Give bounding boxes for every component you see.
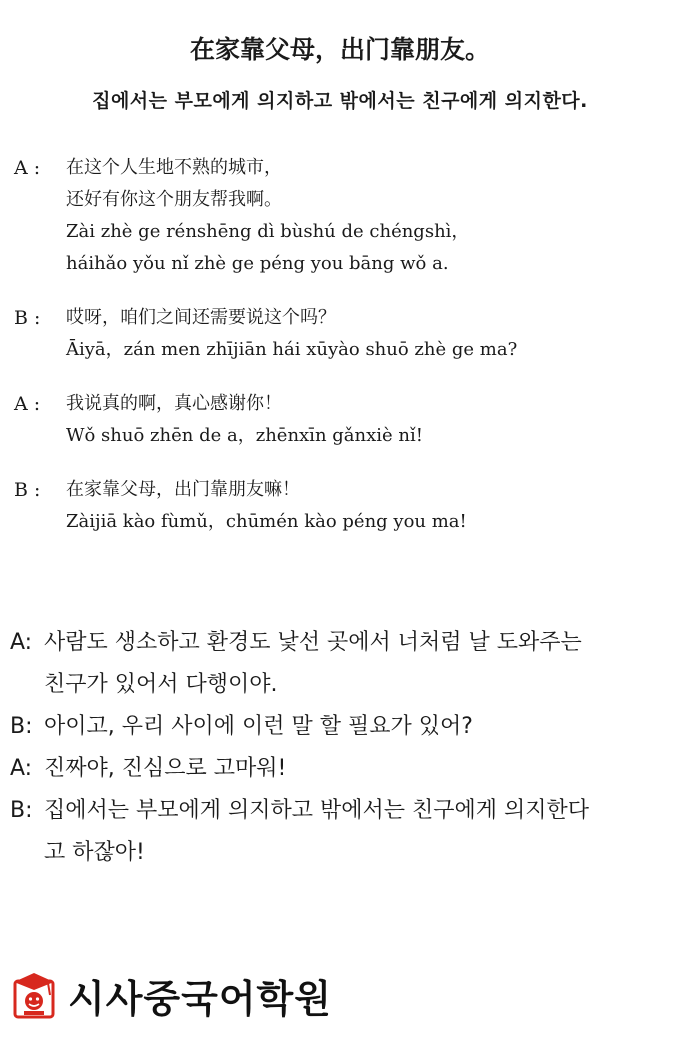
translation-turn — [10, 622, 670, 706]
brand-name: 시사중국어학원 — [68, 977, 332, 1021]
speaker-label: A: — [10, 630, 33, 655]
chinese-line: 哎呀，咱们之间还需要说这个吗？ — [66, 307, 336, 328]
speaker-label: A : — [14, 393, 41, 415]
pinyin-line: Wǒ shuō zhēn de a，zhēnxīn gǎnxiè nǐ! — [66, 425, 423, 446]
dialogue-turn — [14, 152, 674, 280]
chinese-line: 在家靠父母，出门靠朋友嘛！ — [66, 479, 300, 500]
translation-line: 진짜야, 진심으로 고마워! — [44, 756, 287, 781]
speaker-label: A : — [14, 157, 41, 179]
page-title: 在家靠父母，出门靠朋友。 — [189, 35, 490, 64]
pinyin-line: Āiyā，zán men zhījiān hái xūyào shuō zhè ge ma? — [66, 339, 518, 360]
translation-line: 아이고, 우리 사이에 이런 말 할 필요가 있어? — [44, 714, 473, 739]
speaker-label: B : — [14, 479, 41, 501]
dialogue-turn — [14, 474, 674, 538]
translation-line: 사람도 생소하고 환경도 낯선 곳에서 너처럼 날 도와주는 — [44, 630, 582, 655]
translation-turn — [10, 748, 670, 790]
dialogue-turn — [14, 302, 674, 366]
korean-translation — [10, 622, 670, 874]
translation-line: 집에서는 부모에게 의지하고 밖에서는 친구에게 의지한다 — [44, 798, 590, 823]
pinyin-line: Zàijiā kào fùmǔ，chūmén kào péng you ma! — [66, 511, 467, 532]
page-subtitle: 집에서는 부모에게 의지하고 밖에서는 친구에게 의지한다. — [92, 90, 588, 112]
speaker-label: B: — [10, 714, 33, 739]
graduate-mascot-icon — [12, 971, 56, 1021]
chinese-dialogue — [14, 152, 674, 560]
speaker-label: A: — [10, 756, 33, 781]
speaker-label: B : — [14, 307, 41, 329]
brand-logo — [12, 968, 332, 1023]
chinese-line: 在这个人生地不熟的城市， — [66, 157, 282, 178]
pinyin-line: háihǎo yǒu nǐ zhè ge péng you bāng wǒ a. — [66, 253, 449, 274]
translation-turn — [10, 706, 670, 748]
pinyin-line: Zài zhè ge rénshēng dì bùshú de chéngshì， — [66, 221, 470, 242]
dialogue-turn — [14, 388, 674, 452]
chinese-line: 我说真的啊，真心感谢你！ — [66, 393, 282, 414]
translation-line: 친구가 있어서 다행이야. — [44, 672, 278, 697]
chinese-line: 还好有你这个朋友帮我啊。 — [66, 189, 282, 210]
translation-turn — [10, 790, 670, 874]
speaker-label: B: — [10, 798, 33, 823]
translation-line: 고 하잖아! — [44, 840, 145, 865]
